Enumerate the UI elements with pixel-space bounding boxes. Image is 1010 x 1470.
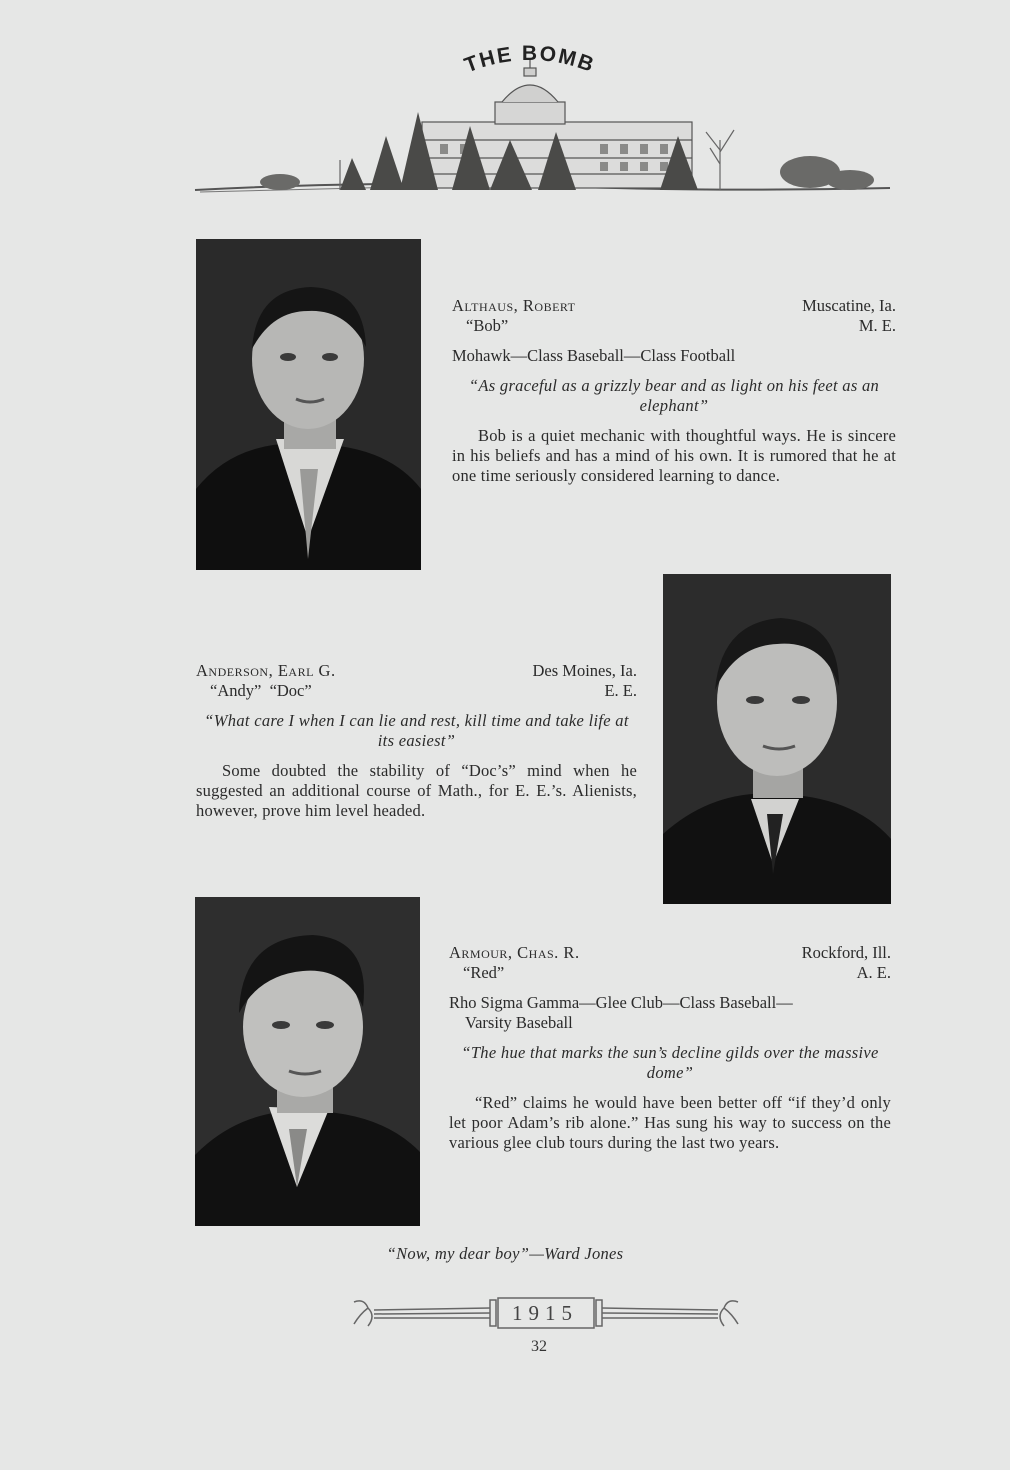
portrait-althaus bbox=[196, 239, 421, 570]
activities bbox=[449, 993, 891, 1033]
degree: E. E. bbox=[604, 681, 637, 700]
page-number: 32 bbox=[531, 1338, 547, 1355]
student-name: Armour, Chas. R. bbox=[449, 943, 580, 962]
degree: A. E. bbox=[856, 963, 891, 982]
biography: “Red” claims he would have been better off “if they’d only let poor Adam’s rib alone.” Has sung his way to success on the various glee club tours during the last two years. bbox=[449, 1093, 891, 1152]
header-banner bbox=[190, 40, 910, 210]
hometown: Des Moines, Ia. bbox=[532, 661, 637, 680]
activities: Mohawk—Class Baseball—Class Football bbox=[452, 346, 736, 365]
nickname: “Andy” “Doc” bbox=[210, 681, 312, 700]
hometown: Rockford, Ill. bbox=[801, 943, 891, 962]
yearbook-year: 1915 bbox=[512, 1301, 578, 1325]
footer-quote: “Now, my dear boy”—Ward Jones bbox=[386, 1244, 624, 1263]
quote: “The hue that marks the sun’s decline gilds over the massive dome” bbox=[461, 1043, 879, 1082]
nickname: “Red” bbox=[463, 963, 505, 982]
entry-armour bbox=[449, 943, 891, 1153]
portrait-armour bbox=[195, 897, 420, 1226]
quote: “What care I when I can lie and rest, kill time and take life at its easiest” bbox=[204, 711, 629, 750]
portrait-anderson bbox=[663, 574, 891, 904]
activities-line: Rho Sigma Gamma—Glee Club—Class Baseball— bbox=[449, 993, 793, 1012]
nickname: “Bob” bbox=[466, 316, 509, 335]
student-name: Anderson, Earl G. bbox=[196, 661, 336, 680]
quote: “As graceful as a grizzly bear and as light on his feet as an elephant” bbox=[468, 376, 880, 415]
biography: Bob is a quiet mechanic with thoughtful ways. He is sincere in his beliefs and has a mind of his own. It is rumored that he at one time seriously considered learning to dance. bbox=[452, 426, 896, 485]
hometown: Muscatine, Ia. bbox=[802, 296, 896, 315]
student-name: Althaus, Robert bbox=[452, 296, 576, 315]
campus-illustration bbox=[190, 40, 910, 210]
activities-line: Varsity Baseball bbox=[465, 1013, 573, 1032]
biography: Some doubted the stability of “Doc’s” mind when he suggested an additional course of Math., for E. E.’s. Alienists, however, prove him level headed. bbox=[196, 761, 637, 820]
entry-althaus bbox=[452, 296, 896, 486]
banner-title: THE BOMB bbox=[461, 41, 599, 78]
degree: M. E. bbox=[858, 316, 896, 335]
entry-anderson bbox=[196, 661, 637, 821]
